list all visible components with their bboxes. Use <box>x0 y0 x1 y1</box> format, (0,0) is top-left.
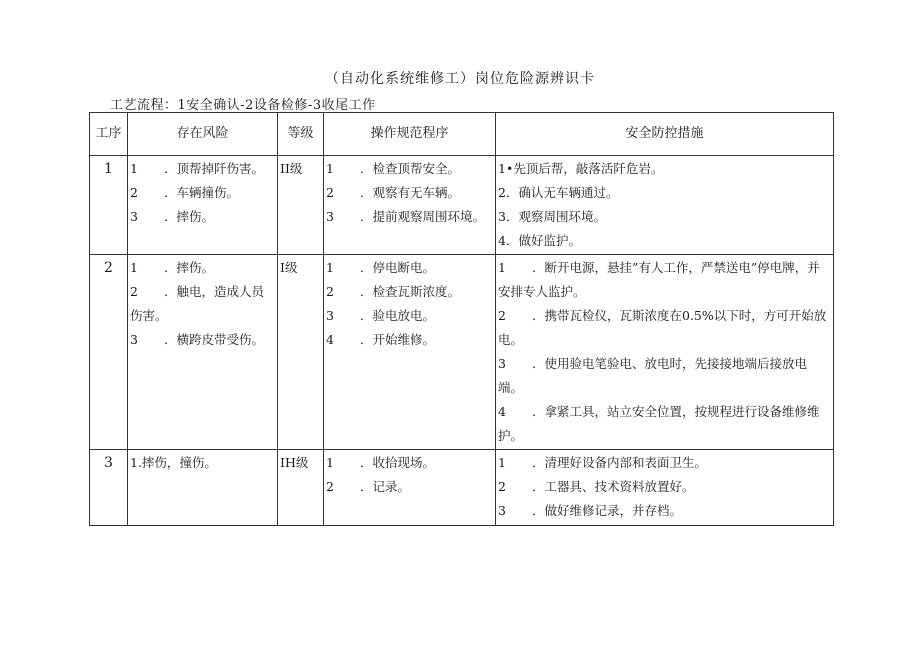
hazard-identification-table <box>89 112 834 526</box>
risk-item: 3 ．摔伤。 <box>130 209 215 224</box>
control-item: 4 ．拿紧工具，站立安全位置，按规程进行设备维修维护。 <box>498 404 820 443</box>
procedure-cell <box>324 450 496 526</box>
header-control: 安全防控措施 <box>496 113 834 156</box>
control-cell <box>496 156 834 255</box>
table-row <box>90 255 834 450</box>
table-row <box>90 450 834 526</box>
table-header-row <box>90 113 834 156</box>
level-cell: I级 <box>278 255 324 450</box>
risk-cell <box>128 156 278 255</box>
control-item: 2 ．携带瓦检仪，瓦斯浓度在0.5%以下时，方可开始放电。 <box>498 308 827 347</box>
control-item: 1•先顶后帮，敲落活阡危岩。 <box>498 161 664 176</box>
control-item: 4．做好监护。 <box>498 233 581 248</box>
step-number: 1 <box>90 156 128 255</box>
procedure-cell <box>324 255 496 450</box>
risk-item: 1 ．摔伤。 <box>130 260 215 275</box>
procedure-item: 3 ．验电放电。 <box>326 308 436 323</box>
risk-item: 2 ．车辆撞伤。 <box>130 185 240 200</box>
control-item: 2．确认无车辆通过。 <box>498 185 619 200</box>
process-flow: 工艺流程：1安全确认-2设备检修-3收尾工作 <box>110 98 376 113</box>
procedure-item: 2 ．记录。 <box>326 479 411 494</box>
header-step: 工序 <box>90 113 128 156</box>
procedure-item: 1 ．停电断电。 <box>326 260 436 275</box>
procedure-item: 1 ．检查顶帮安全。 <box>326 161 461 176</box>
procedure-item: 2 ．检查瓦斯浓度。 <box>326 284 461 299</box>
header-level: 等级 <box>278 113 324 156</box>
control-item: 2 ．工器具、技术资料放置好。 <box>498 479 695 494</box>
step-number: 2 <box>90 255 128 450</box>
procedure-item: 3 ．提前观察周围环境。 <box>326 209 486 224</box>
table-row <box>90 156 834 255</box>
header-procedure: 操作规范程序 <box>324 113 496 156</box>
document-title: （自动化系统维修工）岗位危险源辨识卡 <box>325 71 595 87</box>
risk-item: 1 ．顶帮掉阡伤害。 <box>130 161 265 176</box>
control-item: 1 ．清理好设备内部和表面卫生。 <box>498 455 708 470</box>
risk-cell <box>128 255 278 450</box>
control-item: 3 ．使用验电笔验电、放电时，先接接地端后接放电端。 <box>498 356 808 395</box>
risk-item: 2 ．触电，造成人员伤害。 <box>130 284 265 323</box>
procedure-item: 2 ．观察有无车辆。 <box>326 185 461 200</box>
header-risk: 存在风险 <box>128 113 278 156</box>
control-item: 3 ．做好维修记录，并存档。 <box>498 503 683 518</box>
risk-cell <box>128 450 278 526</box>
control-cell <box>496 450 834 526</box>
procedure-item: 1 ．收拾现场。 <box>326 455 436 470</box>
level-cell: IH级 <box>278 450 324 526</box>
procedure-cell <box>324 156 496 255</box>
risk-item: 1.摔伤，撞伤。 <box>130 455 217 470</box>
risk-item: 3 ．横跨皮带受伤。 <box>130 332 265 347</box>
level-cell: II级 <box>278 156 324 255</box>
control-item: 3．观察周围环境。 <box>498 209 606 224</box>
procedure-item: 4 ．开始维修。 <box>326 332 436 347</box>
control-item: 1 ．断开电源，悬挂”有人工作，严禁送电”停电牌，并安排专人监护。 <box>498 260 820 299</box>
step-number: 3 <box>90 450 128 526</box>
control-cell <box>496 255 834 450</box>
